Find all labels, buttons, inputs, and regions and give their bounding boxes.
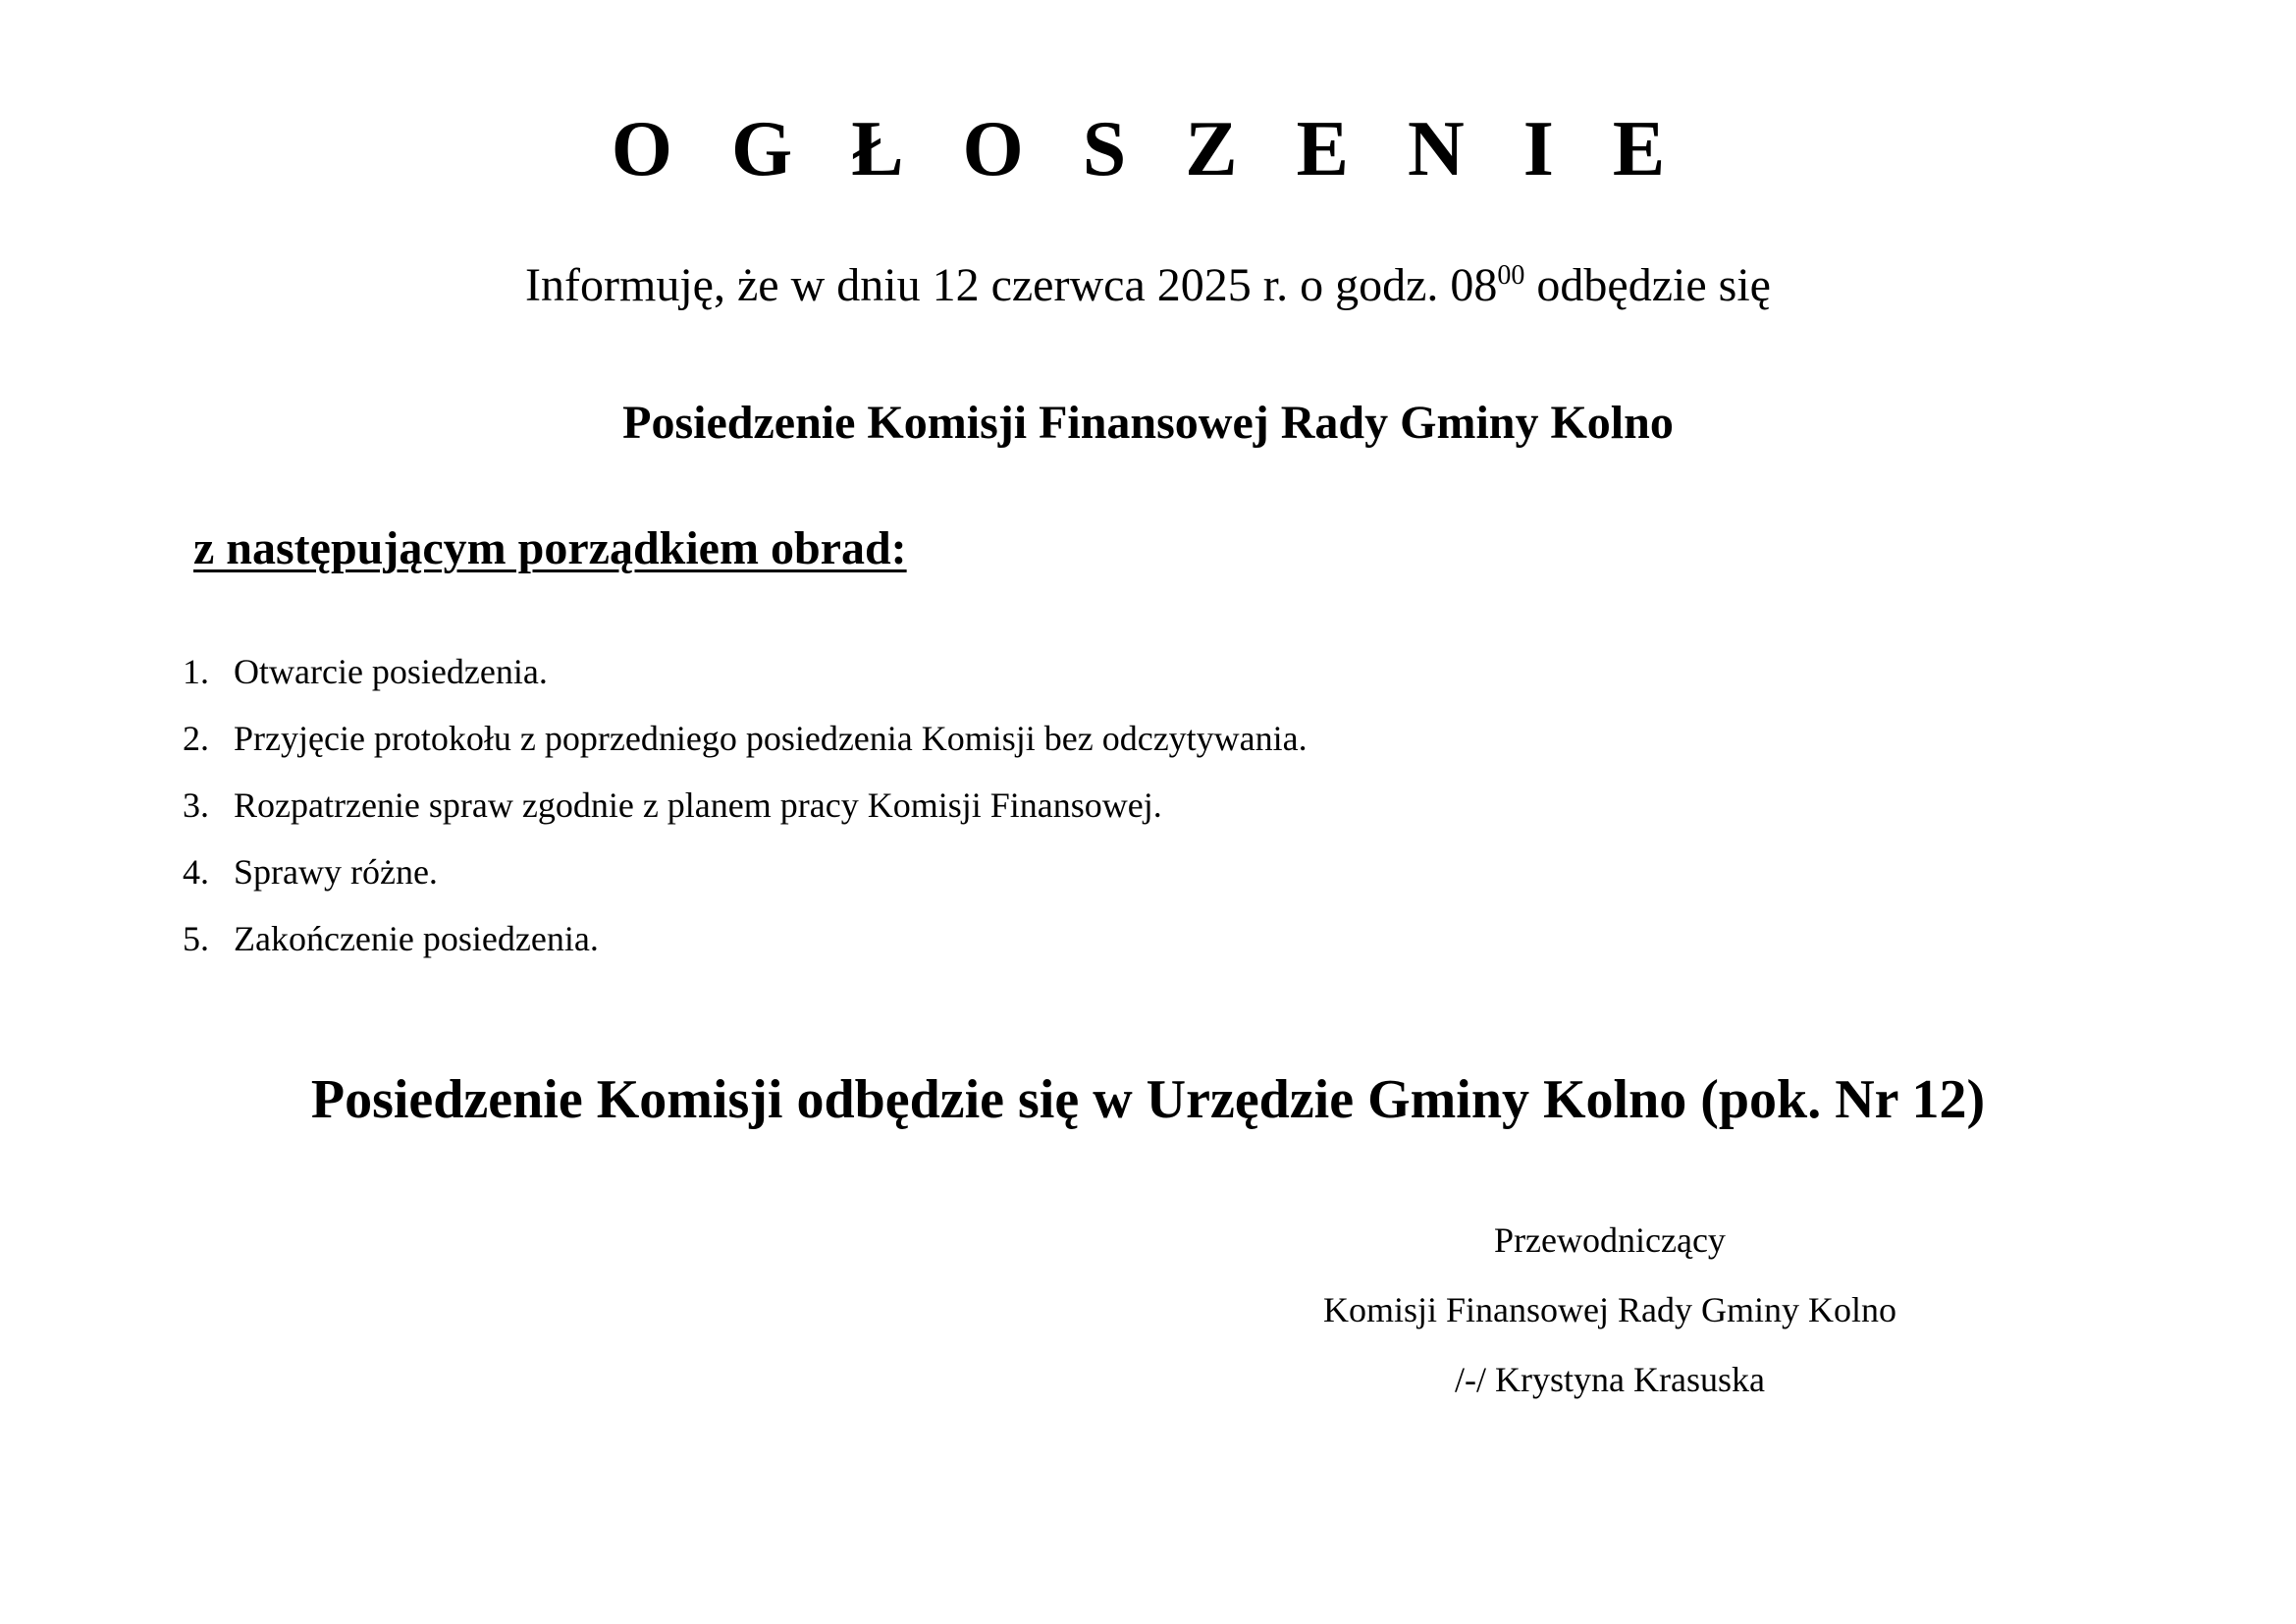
agenda-item-text: Zakończenie posiedzenia. — [234, 919, 599, 958]
agenda-item-text: Otwarcie posiedzenia. — [234, 652, 548, 691]
signature-block — [1217, 1216, 2002, 1425]
agenda-item-text: Przyjęcie protokołu z poprzedniego posiedzenia Komisji bez odczytywania. — [234, 719, 1308, 758]
intro-sentence — [0, 257, 2296, 314]
agenda-item-number: 2. — [183, 719, 209, 758]
intro-ending-text: odbędzie się — [1524, 259, 1771, 311]
agenda-item — [183, 772, 1308, 839]
agenda-item — [183, 905, 1308, 972]
intro-time-minutes: 00 — [1497, 260, 1525, 291]
intro-date-text: Informuję, że w dniu 12 czerwca 2025 r. o godz. 08 — [525, 259, 1498, 311]
signature-name: /-/ Krystyna Krasuska — [1455, 1360, 1765, 1399]
agenda-item — [183, 638, 1308, 705]
agenda-item — [183, 839, 1308, 905]
agenda-item-text: Sprawy różne. — [234, 852, 438, 892]
agenda-item — [183, 705, 1308, 772]
agenda-heading: z następującym porządkiem obrad: — [193, 522, 907, 574]
agenda-item-number: 3. — [183, 785, 209, 825]
agenda-item-text: Rozpatrzenie spraw zgodnie z planem pracy Komisji Finansowej. — [234, 785, 1162, 825]
agenda-item-number: 1. — [183, 652, 209, 691]
meeting-name: Posiedzenie Komisji Finansowej Rady Gminy Kolno — [622, 397, 1674, 449]
document-title: O G Ł O S Z E N I E — [611, 106, 1685, 192]
signature-body: Komisji Finansowej Rady Gminy Kolno — [1323, 1290, 1896, 1329]
agenda-item-number: 5. — [183, 919, 209, 958]
signature-role: Przewodniczący — [1494, 1220, 1726, 1260]
agenda-item-number: 4. — [183, 852, 209, 892]
agenda-list — [183, 638, 1308, 972]
meeting-location: Posiedzenie Komisji odbędzie się w Urzędzie Gminy Kolno (pok. Nr 12) — [310, 1069, 1986, 1130]
